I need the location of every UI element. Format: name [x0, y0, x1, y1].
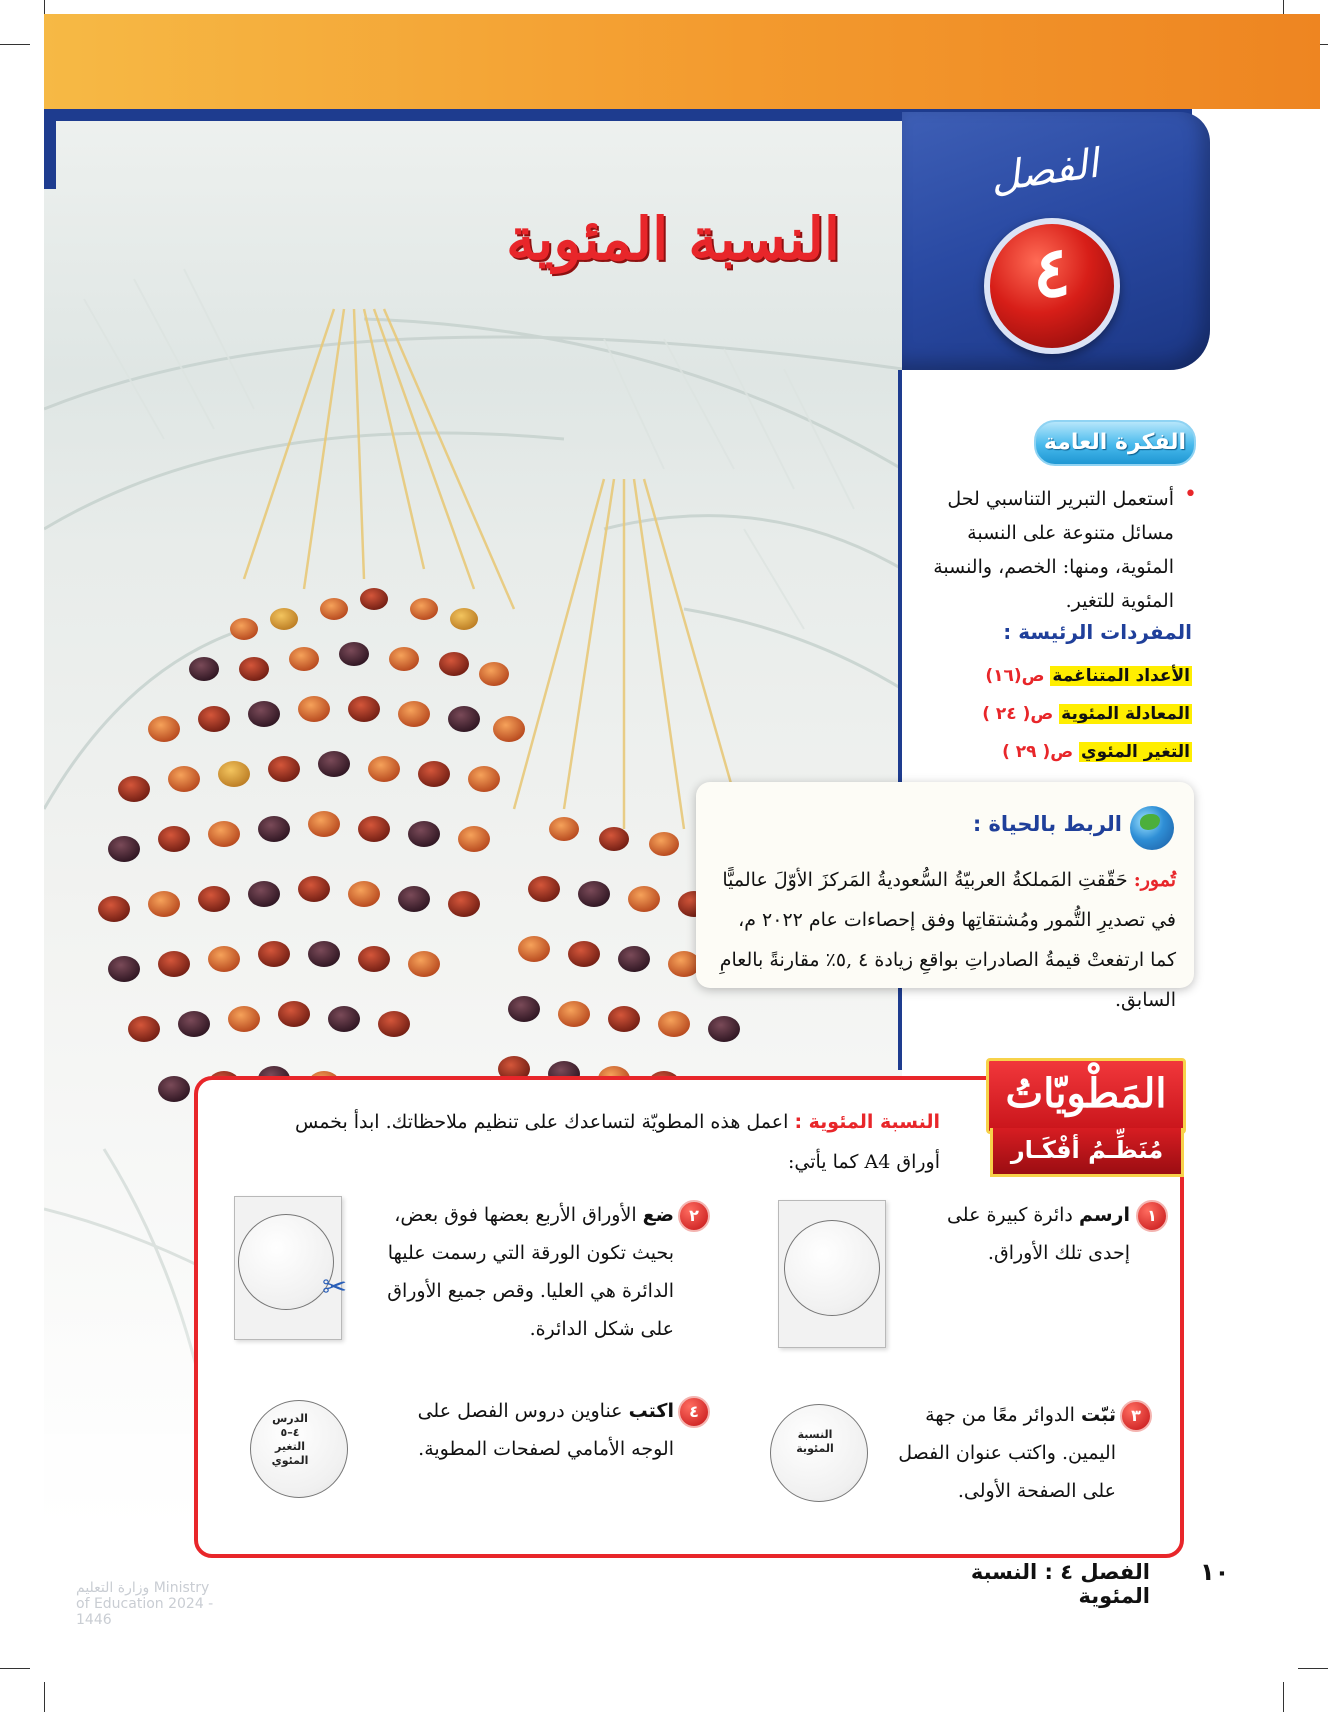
crop-mark [0, 1668, 30, 1669]
step-1-text [900, 1196, 1130, 1272]
vocabulary-term: المعادلة المئوية [1061, 704, 1190, 724]
connection-keyword: تُمور: [1133, 869, 1176, 891]
page-title: النسبة المئوية [506, 205, 840, 273]
step-4-body: عناوين دروس الفصل على الوجه الأمامي لصفحات المطوية. [417, 1400, 674, 1460]
step-1-body: دائرة كبيرة على إحدى تلك الأوراق. [946, 1204, 1130, 1264]
step-2-verb: ضع [642, 1204, 674, 1226]
step-number-2: ٢ [678, 1200, 710, 1232]
crop-mark [1283, 1682, 1284, 1712]
big-idea-heading: الفكرة العامة [1034, 420, 1196, 466]
vocabulary-term: الأعداد المتناغمة [1052, 666, 1190, 686]
connection-text [716, 860, 1176, 1020]
foldables-intro-keyword: النسبة المئوية : [794, 1111, 940, 1133]
crop-mark [1298, 1668, 1328, 1669]
scissors-icon: ✂ [322, 1270, 348, 1305]
crop-mark [44, 1682, 45, 1712]
foldables-intro-text: اعمل هذه المطويّة لتساعدك على تنظيم ملاحظاتك. ابدأ بخمس أوراق A4 كما يأتي: [294, 1111, 940, 1173]
connection-heading: الربط بالحياة : [972, 812, 1122, 836]
big-idea-text: أستعمل التبرير التناسبي لحل مسائل متنوعة على النسبة المئوية، ومنها: الخصم، والنسبة المئوية للتغير. [933, 488, 1174, 612]
chapter-number: ٤ [1033, 230, 1071, 313]
top-banner [44, 14, 1320, 109]
vocabulary-page: ص( ٢٤ ) [982, 704, 1054, 724]
ministry-logo: وزارة التعليم Ministry of Education 2024 - 1446 [76, 1580, 214, 1628]
circle-chapter-label: النسبة المئوية [796, 1428, 834, 1455]
frame-left-border [44, 109, 56, 189]
step-number-1: ١ [1136, 1200, 1168, 1232]
vocabulary-item [960, 666, 1192, 686]
foldables-tab-subtitle: مُنَظِّـمُ أفْكَـار [990, 1128, 1184, 1177]
connection-body: حَقّقتِ المَملكةُ العربيّةُ السُّعوديةُ المَركزَ الأوّلَ عالميًّا في تصديرِ التُّمور ومُشتقاتِها وفق إحصاءات عام ٢٠٢٢ م، كما ارتفعتْ قيمةُ الصادراتِ بواقعِ زيادة ٤ ,٥٪ مقارنةً بالعامِ السابق. [719, 869, 1176, 1011]
crop-mark [0, 44, 30, 45]
step-2-body: الأوراق الأربع بعضها فوق بعض، بحيث تكون الورقة التي رسمت عليها الدائرة هي العليا. وقص جميع الأوراق على شكل الدائرة. [387, 1204, 674, 1340]
vocabulary-page: ص( ٢٩ ) [1002, 742, 1074, 762]
step-number-3: ٣ [1120, 1400, 1152, 1432]
step-1-verb: ارسم [1078, 1204, 1130, 1226]
vocabulary-page: ص(١٦) [985, 666, 1045, 686]
step-4-verb: اكتب [628, 1400, 674, 1422]
step-2-text [384, 1196, 674, 1348]
chapter-label: الفصل [987, 140, 1102, 202]
foldables-tab-title: المَطْويّاتُ [986, 1058, 1186, 1134]
step-4-text [404, 1392, 674, 1468]
circle-lesson-label: الدرس ٤–٥ التغير المئوي [271, 1412, 309, 1467]
vocabulary-item [960, 704, 1192, 724]
vocabulary-item [960, 742, 1192, 762]
step-3-body: الدوائر معًا من جهة اليمين. واكتب عنوان الفصل على الصفحة الأولى. [898, 1404, 1116, 1502]
foldables-intro [260, 1102, 940, 1182]
step-number-4: ٤ [678, 1396, 710, 1428]
cut-circle [238, 1214, 334, 1310]
vocabulary-heading: المفردات الرئيسة : [1003, 620, 1192, 644]
step-3-text [870, 1396, 1116, 1510]
vocabulary-term: التغير المئوي [1081, 742, 1190, 762]
footer-chapter-title: الفصل ٤ : النسبة المئوية [970, 1560, 1150, 1608]
step-3-verb: ثبّت [1080, 1404, 1116, 1426]
page-number: ١٠ [1200, 1558, 1230, 1586]
bullet-icon: • [1184, 482, 1197, 507]
drawn-circle [784, 1220, 880, 1316]
